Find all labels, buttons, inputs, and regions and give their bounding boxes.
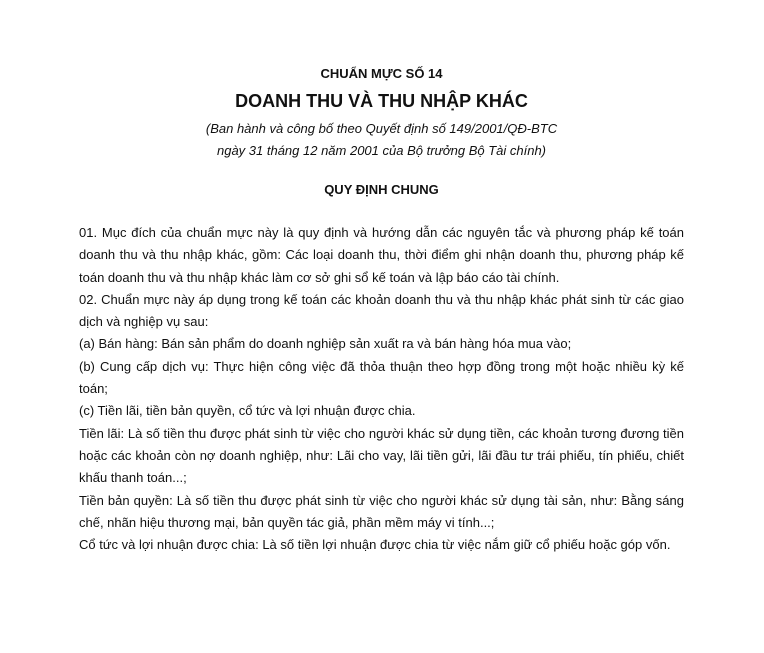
- definition-royalty: Tiền bản quyền: Là số tiền thu được phát sinh từ việc cho người khác sử dụng tài sản, như: Bằng sáng chế, nhãn hiệu thương mại, bản quyền tác giả, phần mềm máy vi tính...;: [79, 492, 684, 530]
- section-heading: QUY ĐỊNH CHUNG: [324, 182, 439, 197]
- paragraph-02: 02. Chuẩn mực này áp dụng trong kế toán các khoản doanh thu và thu nhập khác phát sinh từ các giao dịch và nghiệp vụ sau:: [79, 291, 684, 330]
- issuance-note-line-1: (Ban hành và công bố theo Quyết định số 149/2001/QĐ-BTC: [205, 121, 558, 136]
- paragraph-01: 01. Mục đích của chuẩn mực này là quy định và hướng dẫn các nguyên tắc và phương pháp kế toán doanh thu và thu nhập khác, gồm: Các loại doanh thu, thời điểm ghi nhận doanh thu, phương pháp kế toán doanh thu và thu nhập khác làm cơ sở ghi sổ kế toán và lập báo cáo tài chính.: [79, 225, 684, 285]
- list-item-c: (c) Tiền lãi, tiền bản quyền, cổ tức và lợi nhuận được chia.: [79, 403, 416, 419]
- document-body: [79, 222, 684, 556]
- definition-dividends: Cổ tức và lợi nhuận được chia: Là số tiền lợi nhuận được chia từ việc nắm giữ cổ phiếu hoặc góp vốn.: [79, 537, 671, 553]
- list-item-a: (a) Bán hàng: Bán sản phẩm do doanh nghiệp sản xuất ra và bán hàng hóa mua vào;: [79, 336, 572, 352]
- issuance-note-line-2: ngày 31 tháng 12 năm 2001 của Bộ trưởng Bộ Tài chính): [216, 143, 547, 158]
- list-item-b: (b) Cung cấp dịch vụ: Thực hiện công việc đã thỏa thuận theo hợp đồng trong một hoặc nhiều kỳ kế toán;: [79, 358, 684, 397]
- standard-number: CHUẨN MỰC SỐ 14: [320, 66, 443, 81]
- document-page: [0, 66, 764, 653]
- definition-interest: Tiền lãi: Là số tiền thu được phát sinh từ việc cho người khác sử dụng tiền, các khoản tương đương tiền hoặc các khoản còn nợ doanh nghiệp, như: Lãi cho vay, lãi tiền gửi, lãi đầu tư trái phiếu, tín phiếu, chiết khấu thanh toán...;: [79, 425, 684, 486]
- issuance-note: [79, 118, 684, 162]
- document-title: DOANH THU VÀ THU NHẬP KHÁC: [235, 91, 528, 111]
